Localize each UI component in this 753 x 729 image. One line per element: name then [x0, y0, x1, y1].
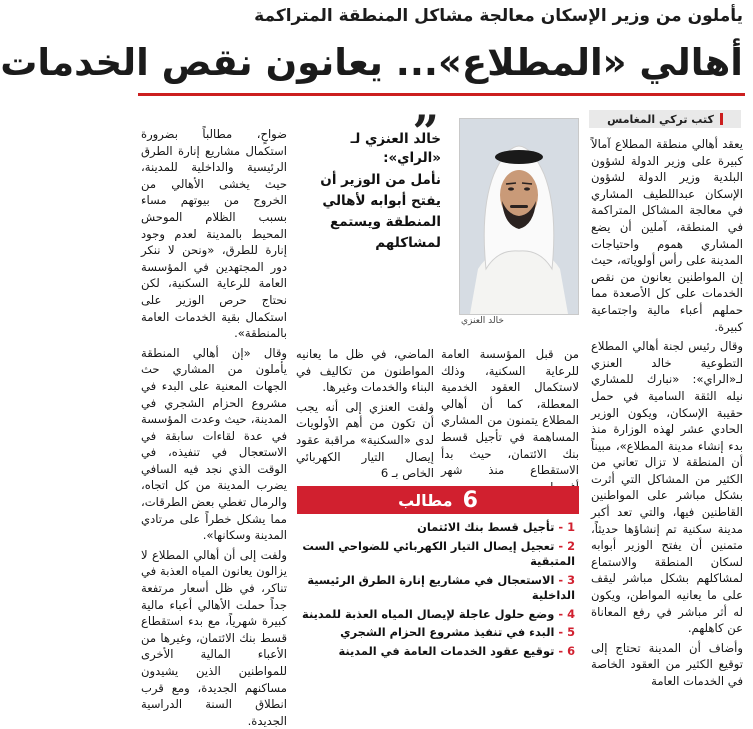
demands-title: مطالب [398, 490, 453, 510]
item-text: البدء في تنفيذ مشروع الحزام الشجري [340, 625, 555, 639]
article-column-3 [296, 346, 434, 481]
byline-marker [720, 113, 723, 125]
portrait-photo [459, 118, 579, 315]
photo-caption: خالد العنزي [461, 316, 504, 326]
list-item [297, 607, 575, 623]
item-number: 6 - [558, 643, 575, 658]
byline [589, 110, 741, 128]
article-column-4 [141, 126, 287, 728]
item-text: وضع حلول عاجلة لإيصال المياه العذبة للمدينة [302, 606, 555, 621]
paragraph: الماضي، في ظل ما يعانيه المواطنون من تكاليف في البناء والخدمات وغيرها. [296, 347, 434, 395]
demands-count: 6 [462, 487, 478, 513]
item-text: توقيع عقود الخدمات العامة في المدينة [338, 643, 555, 658]
article-column-2 [441, 346, 579, 478]
article-column-1 [591, 136, 743, 688]
item-number: 1 - [558, 520, 575, 534]
list-item [297, 539, 575, 570]
quote-mark-icon: ” [412, 105, 439, 159]
pull-quote-attribution: خالد العنزي لـ «الراي»: [350, 131, 441, 166]
item-text: تأجيل قسط بنك الائتمان [417, 520, 555, 534]
article-kicker: يأملون من وزير الإسكان معالجة مشاكل المنطقة المتراكمة [254, 6, 743, 26]
list-item [297, 520, 575, 536]
demands-list [297, 520, 575, 662]
list-item [297, 625, 575, 641]
item-number: 3 - [558, 572, 575, 587]
article-headline: أهالي «المطلاع»... يعانون نقص الخدمات [0, 41, 743, 84]
pull-quote-text: نأمل من الوزير أن يفتح أبوابه لأهالي المنطقة ويستمع لمشاكلهم [320, 172, 441, 251]
paragraph: ضواحٍ، مطالباً بضرورة استكمال مشاريع إنارة الطرق الرئيسية والداخلية للمدينة، حيث يخشى الأهالي من الخروج من بيوتهم مساء بسبب الظلام الموحش المحيط بالمدينة لعدم وجود إنارة للطرق، «ونحن لا ننكر دور المجتهدين في المؤسسة العامة للرعاية السكنية، لكن نحتاج حرص الوزير على استكمال بقية الخدمات العامة بالمنطقة». [141, 127, 287, 341]
portrait-illustration [460, 119, 578, 314]
list-item [297, 644, 575, 660]
paragraph: من قبل المؤسسة العامة للرعاية السكنية، وذلك لاستكمال العقود الخدمية المعطلة، كما أن أهالي المطلاع يتمنون من المشاري المساهمة في تأجيل قسط بنك الائتمان، حيث بدأ الاستقطاع منذ شهر [441, 347, 579, 478]
demands-box-header [297, 486, 579, 514]
item-text: تعجيل إيصال التيار الكهربائي للضواحي الست المتبقية [302, 538, 575, 568]
item-text: الاستعجال في مشاريع إنارة الطرق الرئيسية الداخلية [307, 572, 575, 602]
byline-text: كتب تركي المغامس [607, 112, 714, 126]
headline-divider [138, 93, 745, 96]
item-number: 2 - [558, 538, 575, 553]
list-item [297, 573, 575, 604]
paragraph: ولفت العنزي إلى أنه يجب أن تكون من أهم الأولويات لدى «السكنية» مراقبة عقود إيصال التيار الكهربائي الخاص بـ 6 [296, 399, 434, 481]
item-number: 5 - [558, 625, 575, 639]
paragraph: وأضاف أن المدينة تحتاج إلى توقيع الكثير من العقود الخاصة في الخدمات العامة [591, 640, 743, 688]
paragraph: ولفت إلى أن أهالي المطلاع لا يزالون يعانون المياه العذبة في تناكر، في ظل أسعار مرتفعة جداً حملت الأهالي أعباء مالية كبيرة شهرياً، مع بدء استقطاع قسط بنك الائتمان، وغيرها من الأعباء المالية الأخرى للمواطنين الذين يشيدون مساكنهم الجديدة، ومع قرب انطلاق السنة الدراسية الجديدة. [141, 547, 287, 728]
paragraph: يعقد أهالي منطقة المطلاع آمالاً كبيرة على وزير الدولة لشؤون البلدية وزير الدولة لشؤون الإسكان عبداللطيف المشاري في معالجة المشاكل المتراكمة في المنطقة، آملين أن يضع المشاري هموم واحتياجات المدينة على رأس أولوياته، حيث إن المواطنين يعانون من نقص الخدمات على كل الأصعدة مما حملهم أعباء مالية واجتماعية كبيرة. [591, 137, 743, 334]
item-number: 4 - [558, 606, 575, 621]
paragraph: وقال رئيس لجنة أهالي المطلاع التطوعية خالد العنزي لـ«الراي»: «نبارك للمشاري نيله الثقة السامية في حمل حقيبة الإسكان، ويكون الوزير الحادي عشر لهذه الوزارة منذ بدء إنشاء مدينة المطلاع»، مبيناً أن المنطقة لا تزال تعاني من الكثير من المشاكل التي أثرت بشكل مباشر على المواطنين القاطنين فيها، والتي تعد أكبر مدينة سكنية تم إنشاؤها حديثاً، متمنين أن يفتح الوزير أبوابه لسكان المنطقة والاستماع لمشاكلهم بشكل مباشر ليقف على ما يعانيه المواطن، ويكون له أثر مباشر في رفع المعاناة عن كاهلهم. [591, 339, 743, 636]
paragraph: وقال «إن أهالي المنطقة يأملون من المشاري حث الجهات المعنية على البدء في مشروع الحزام الشجري في المدينة، حيث وعدت المؤسسة في عدة لقاءات سابقة في الاستعجال في تنفيذه، في الوقت الذي نجد فيه السافي يضرب المدينة من كل اتجاه، والرمال تغطي بعض الطرقات، مما يشكل خطراً على مرتادي المدينة وسكانها». [141, 345, 287, 543]
